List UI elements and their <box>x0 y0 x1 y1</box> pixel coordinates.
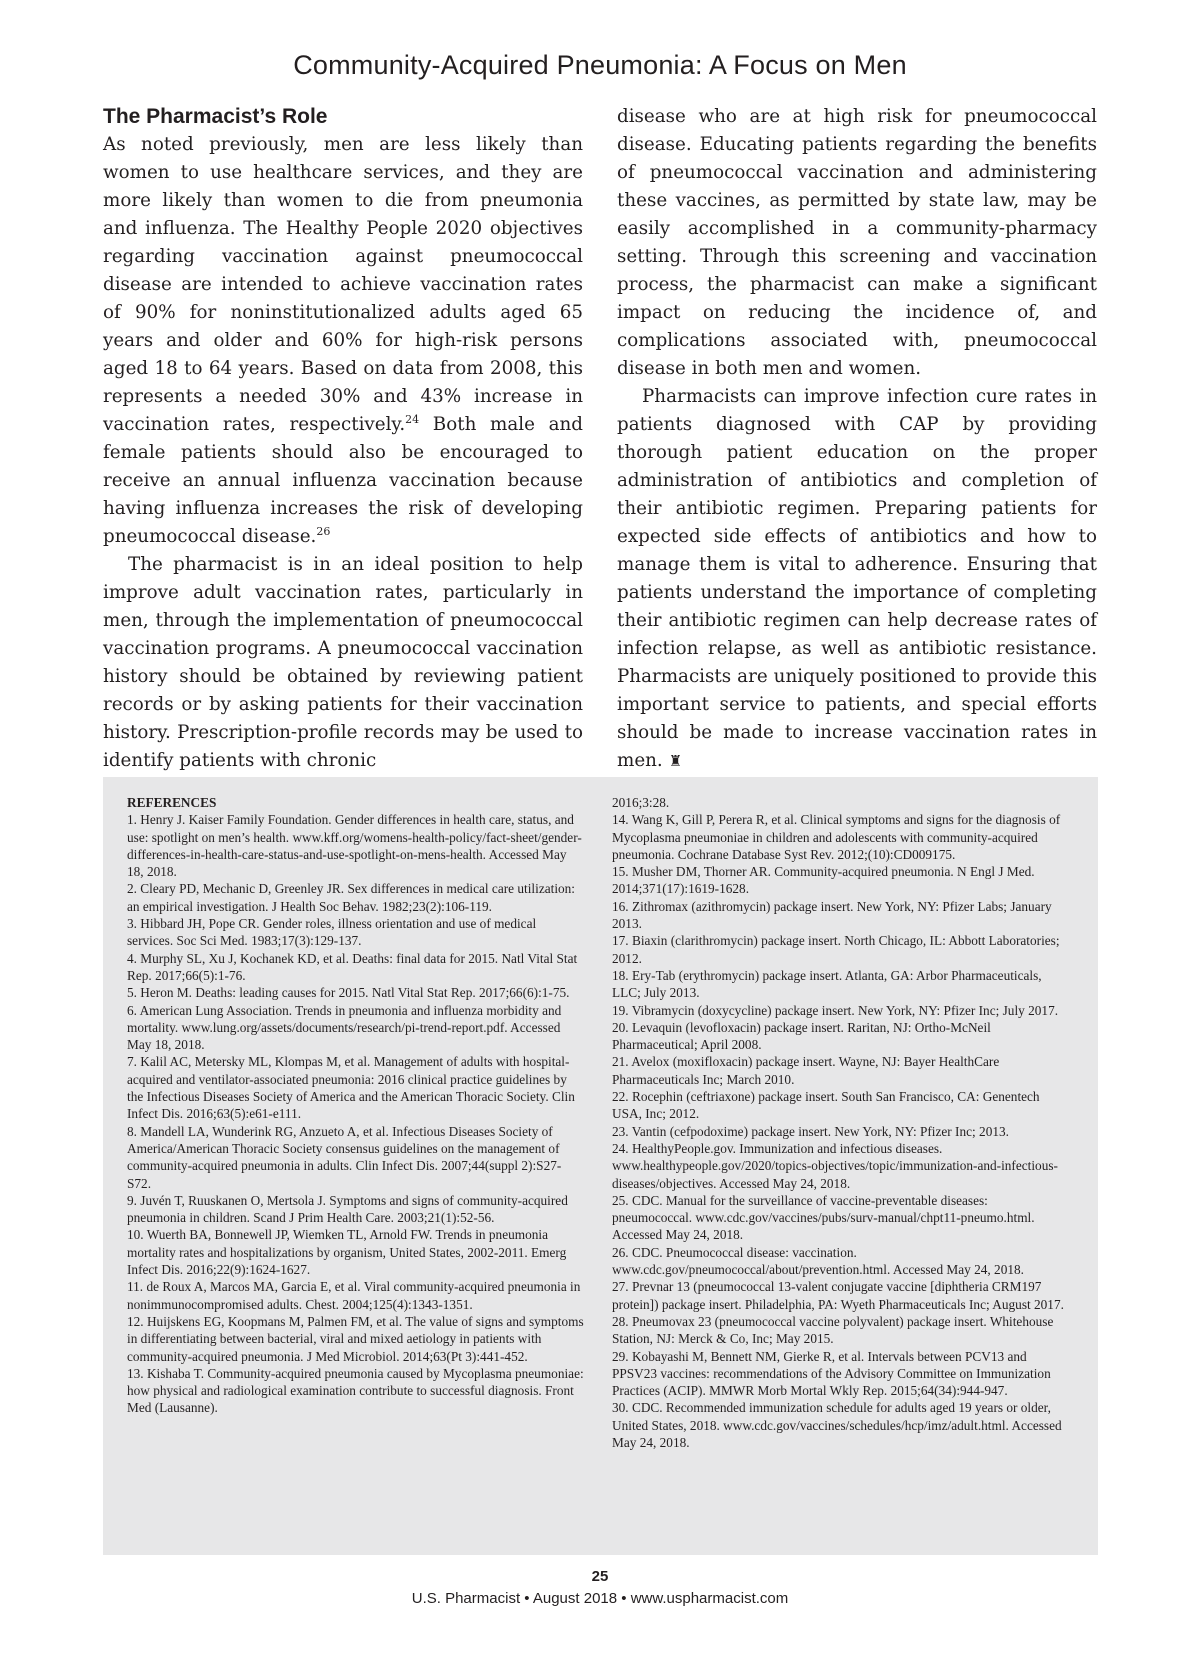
references-heading: REFERENCES <box>127 795 217 810</box>
body-paragraph <box>617 383 1097 775</box>
paragraph-text: Both male and female patients should also be encouraged to receive an annual influenza vaccination because having influenza increases the risk of developing pneumococcal disease. <box>103 414 583 547</box>
references-column-right <box>612 794 1070 1451</box>
reference-item: 10. Wuerth BA, Bonnewell JP, Wiemken TL, Arnold FW. Trends in pneumonia mortality rates and hospitalizations by organism, United States, 2002-2011. Emerg Infect Dis. 2016;22(9):1624-1627. <box>127 1227 567 1278</box>
reference-item: 26. CDC. Pneumococcal disease: vaccination. www.cdc.gov/pneumococcal/about/prevention.html. Accessed May 24, 2018. <box>612 1244 1024 1278</box>
reference-item: 21. Avelox (moxifloxacin) package insert. Wayne, NJ: Bayer HealthCare Pharmaceuticals Inc; March 2010. <box>612 1054 1000 1087</box>
left-column <box>103 103 583 775</box>
page-title: Community-Acquired Pneumonia: A Focus on Men <box>293 50 907 80</box>
reference-item: 30. CDC. Recommended immunization schedule for adults aged 19 years or older, United States, 2018. www.cdc.gov/vaccines/schedules/hcp/imz/adult.html. Accessed May 24, 2018. <box>612 1400 1062 1450</box>
reference-item: 14. Wang K, Gill P, Perera R, et al. Clinical symptoms and signs for the diagnosis of Mycoplasma pneumoniae in children and adolescents with community-acquired pneumonia. Cochrane Database Syst Rev. 2012;(10):CD009175. <box>612 812 1061 862</box>
reference-item: 11. de Roux A, Marcos MA, Garcia E, et al. Viral community-acquired pneumonia in nonimmunocompromised adults. Chest. 2004;125(4):1343-1351. <box>127 1279 581 1312</box>
reference-item: 5. Heron M. Deaths: leading causes for 2015. Natl Vital Stat Rep. 2017;66(6):1-75. <box>127 985 570 1001</box>
paragraph-text: As noted previously, men are less likely than women to use healthcare services, and they are more likely than women to die from pneumonia and influenza. The Healthy People 2020 objectives regarding vaccination against pneumococcal disease are intended to achieve vaccination rates of 90% for noninstitutionalized adults aged 65 years and older and 60% for high-risk persons aged 18 to 64 years. Based on data from 2008, this represents a needed 30% and 43% increase in vaccination rates, respectively. <box>103 134 583 435</box>
references-list-left <box>127 811 585 1416</box>
reference-item: 17. Biaxin (clarithromycin) package insert. North Chicago, IL: Abbott Laboratories; 2012. <box>612 933 1060 966</box>
citation-superscript: 26 <box>316 524 331 538</box>
section-heading: The Pharmacist’s Role <box>103 105 328 128</box>
reference-item: 6. American Lung Association. Trends in pneumonia and influenza morbidity and mortality. www.lung.org/assets/documents/research/pi-trend-report.pdf. Accessed May 18, 2018. <box>127 1002 562 1053</box>
reference-item: 8. Mandell LA, Wunderink RG, Anzueto A, et al. Infectious Diseases Society of America/American Thoracic Society consensus guidelines on the management of community-acquired pneumonia in adults. Clin Infect Dis. 2007;44(suppl 2):S27-S72. <box>127 1123 562 1191</box>
references-box <box>103 777 1098 1555</box>
page-number: 25 <box>591 1568 609 1585</box>
references-list-right <box>612 794 1070 1451</box>
references-column-left <box>127 794 585 1417</box>
reference-item: 28. Pneumovax 23 (pneumococcal vaccine polyvalent) package insert. Whitehouse Station, NJ: Merck & Co, Inc; May 2015. <box>612 1313 1054 1347</box>
reference-item: 27. Prevnar 13 (pneumococcal 13-valent conjugate vaccine [diphtheria CRM197 protein]) package insert. Philadelphia, PA: Wyeth Pharmaceuticals Inc; August 2017. <box>612 1279 1064 1312</box>
reference-item: 12. Huijskens EG, Koopmans M, Palmen FM, et al. The value of signs and symptoms in differentiating between bacterial, viral and mixed aetiology in patients with community-acquired pneumonia. J Med Microbiol. 2014;63(Pt 3):441-452. <box>127 1313 584 1364</box>
reference-item: 24. HealthyPeople.gov. Immunization and infectious diseases. www.healthypeople.gov/2020/topics-objectives/topic/immunization-and-infectious-diseases/objectives. Accessed May 24, 2018. <box>612 1140 1058 1191</box>
reference-item: 13. Kishaba T. Community-acquired pneumonia caused by Mycoplasma pneumoniae: how physical and radiological examination contribute to successful diagnosis. Front Med (Lausanne). <box>127 1365 584 1416</box>
body-paragraph <box>103 131 583 551</box>
reference-item: 9. Juvén T, Ruuskanen O, Mertsola J. Symptoms and signs of community-acquired pneumonia in children. Scand J Prim Health Care. 2003;21(1):52-56. <box>127 1192 568 1226</box>
reference-item: 16. Zithromax (azithromycin) package insert. New York, NY: Pfizer Labs; January 2013. <box>612 898 1052 932</box>
reference-item: 2. Cleary PD, Mechanic D, Greenley JR. Sex differences in medical care utilization: an empirical investigation. J Health Soc Behav. 1982;23(2):106-119. <box>127 881 576 914</box>
reference-item: 4. Murphy SL, Xu J, Kochanek KD, et al. Deaths: final data for 2015. Natl Vital Stat Rep. 2017;66(5):1-76. <box>127 950 578 983</box>
reference-item: 29. Kobayashi M, Bennett NM, Gierke R, et al. Intervals between PCV13 and PPSV23 vaccines: recommendations of the Advisory Committee on Immunization Practices (ACIP). MMWR Morb Mortal Wkly Rep. 2015;64(34):944-947. <box>612 1348 1051 1399</box>
body-paragraph: The pharmacist is in an ideal position to help improve adult vaccination rates, particularly in men, through the implementation of pneumococcal vaccination programs. A pneumococcal vaccination history should be obtained by reviewing patient records or by asking patients for their vaccination history. Prescription-profile records may be used to identify patients with chronic <box>103 554 583 771</box>
reference-item: 2016;3:28. <box>612 795 670 810</box>
reference-item: 18. Ery-Tab (erythromycin) package insert. Atlanta, GA: Arbor Pharmaceuticals, LLC; July 2013. <box>612 967 1042 1001</box>
reference-item: 23. Vantin (cefpodoxime) package insert. New York, NY: Pfizer Inc; 2013. <box>612 1123 1009 1139</box>
footer-text: U.S. Pharmacist • August 2018 • www.uspharmacist.com <box>411 1590 789 1607</box>
end-of-article-icon: ♜ <box>668 752 683 770</box>
body-paragraph: disease who are at high risk for pneumococcal disease. Educating patients regarding the benefits of pneumococcal vaccination and administering these vaccines, as permitted by state law, may be easily accomplished in a community-pharmacy setting. Through this screening and vaccination process, the pharmacist can make a significant impact on reducing the incidence of, and complications associated with, pneumococcal disease in both men and women. <box>617 106 1097 379</box>
reference-item: 25. CDC. Manual for the surveillance of vaccine-preventable diseases: pneumococcal. www.cdc.gov/vaccines/pubs/surv-manual/chpt11-pneumo.html. Accessed May 24, 2018. <box>612 1192 1035 1243</box>
reference-item: 19. Vibramycin (doxycycline) package insert. New York, NY: Pfizer Inc; July 2017. <box>612 1002 1059 1018</box>
reference-item: 15. Musher DM, Thorner AR. Community-acquired pneumonia. N Engl J Med. 2014;371(17):1619-1628. <box>612 864 1035 897</box>
reference-item: 7. Kalil AC, Metersky ML, Klompas M, et al. Management of adults with hospital-acquired and ventilator-associated pneumonia: 2016 clinical practice guidelines by the Infectious Diseases Society of America and the American Thoracic Society. Clin Infect Dis. 2016;63(5):e61-e111. <box>127 1054 575 1122</box>
reference-item: 1. Henry J. Kaiser Family Foundation. Gender differences in health care, status, and use: spotlight on men’s health. www.kff.org/womens-health-policy/fact-sheet/gender-differences-in-health-care-status-and-use-spotlight-on-mens-health. Accessed May 18, 2018. <box>127 812 582 880</box>
reference-item: 3. Hibbard JH, Pope CR. Gender roles, illness orientation and use of medical services. Soc Sci Med. 1983;17(3):129-137. <box>127 916 537 949</box>
reference-item: 20. Levaquin (levofloxacin) package insert. Raritan, NJ: Ortho-McNeil Pharmaceutical; April 2008. <box>612 1019 991 1053</box>
citation-superscript: 24 <box>405 412 420 426</box>
reference-item: 22. Rocephin (ceftriaxone) package insert. South San Francisco, CA: Genentech USA, Inc; 2012. <box>612 1089 1040 1122</box>
paragraph-text: Pharmacists can improve infection cure rates in patients diagnosed with CAP by providing thorough patient education on the proper administration of antibiotics and completion of their antibiotic regimen. Preparing patients for expected side effects of antibiotics and how to manage them is vital to adherence. Ensuring that patients understand the importance of completing their antibiotic regimen can help decrease rates of infection relapse, as well as antibiotic resistance. Pharmacists are uniquely positioned to provide this important service to patients, and special efforts should be made to increase vaccination rates in men. <box>617 386 1097 771</box>
right-column <box>617 103 1097 775</box>
